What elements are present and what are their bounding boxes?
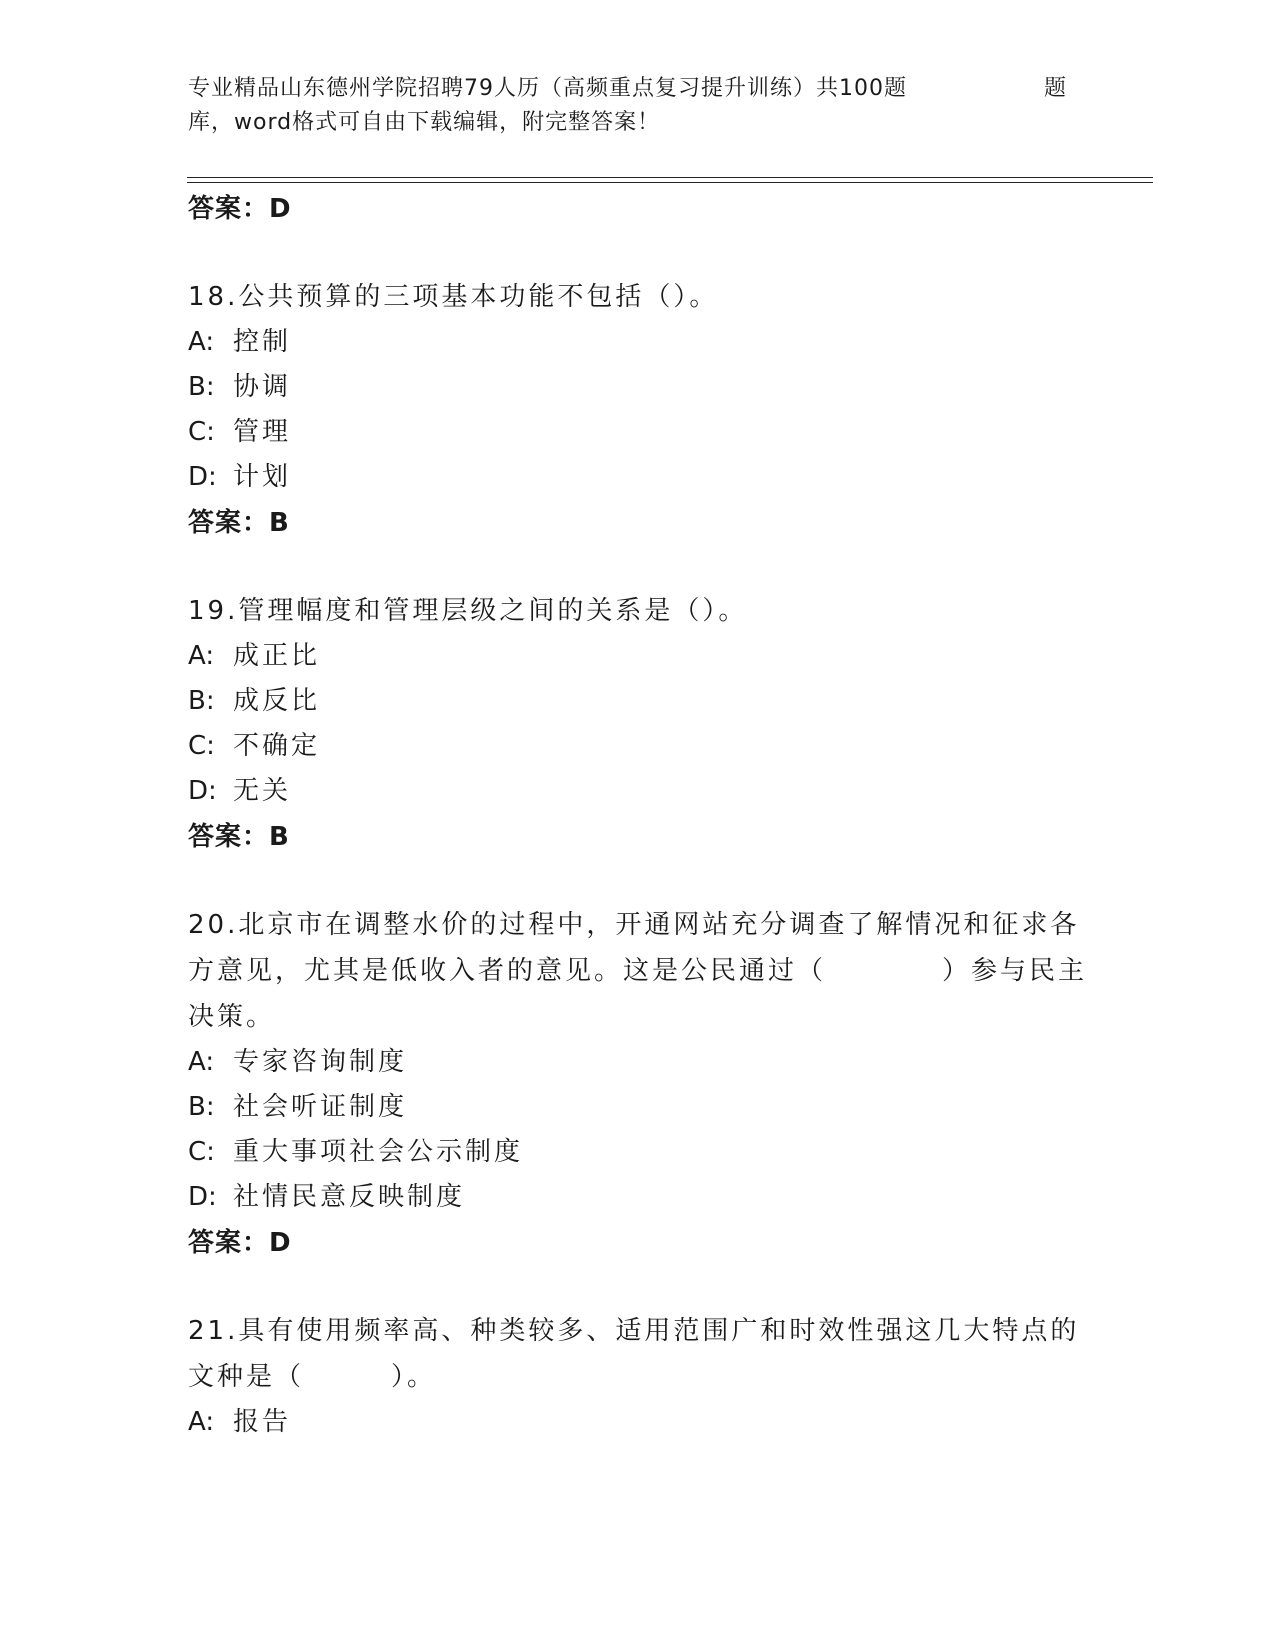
option-a [188,1040,1088,1085]
question-stem: 20.北京市在调整水价的过程中，开通网站充分调查了解情况和征求各方意见，尤其是低收入者的意见。这是公民通过（ ）参与民主决策。 [188,910,1088,1032]
option-text: 协调 [233,372,292,402]
option-letter: D: [188,776,217,806]
option-d [188,455,1088,500]
option-letter: A: [188,1407,215,1437]
option-letter: C: [188,417,215,447]
question-stem: 18.公共预算的三项基本功能不包括（）。 [188,282,719,312]
option-text: 重大事项社会公示制度 [233,1137,524,1167]
question-stem: 19.管理幅度和管理层级之间的关系是（）。 [188,596,748,626]
option-letter: D: [188,1182,217,1212]
answer-line: 答案：D [188,1228,292,1258]
option-text: 计划 [233,462,292,492]
option-text: 报告 [233,1407,292,1437]
answer-line: 答案：B [188,822,290,852]
option-b [188,679,1088,724]
option-text: 管理 [233,417,292,447]
header-title: 专业精品山东德州学院招聘79人历（高频重点复习提升训练）共100题 [188,76,907,101]
option-text: 不确定 [233,731,321,761]
option-text: 社会听证制度 [233,1092,408,1122]
option-letter: A: [188,327,215,357]
option-a [188,320,1088,365]
option-letter: A: [188,641,215,671]
option-letter: A: [188,1047,215,1077]
option-c [188,1130,1088,1175]
option-c [188,410,1088,455]
option-a [188,634,1088,679]
header-line-2: 库，word格式可自由下载编辑，附完整答案！ [188,110,661,135]
question-block [188,902,1088,1266]
option-text: 成正比 [233,641,321,671]
question-stem: 21.具有使用频率高、种类较多、适用范围广和时效性强这几大特点的文种是（ ）。 [188,1316,1080,1392]
option-text: 专家咨询制度 [233,1047,408,1077]
option-d [188,769,1088,814]
answer-line: 答案：B [188,508,290,538]
option-b [188,1085,1088,1130]
page-header [188,72,1068,140]
option-a [188,1400,1088,1445]
header-title-tail: 题 [1044,76,1068,101]
option-c [188,724,1088,769]
question-block [188,1308,1088,1445]
option-text: 控制 [233,327,292,357]
option-letter: B: [188,686,215,716]
header-divider-top [187,177,1153,178]
option-letter: D: [188,462,217,492]
question-block [188,588,1088,860]
option-letter: C: [188,731,215,761]
header-line-1 [188,72,1068,106]
answer-line: 答案：D [188,194,292,224]
option-letter: B: [188,1092,215,1122]
option-text: 成反比 [233,686,321,716]
option-text: 无关 [233,776,292,806]
option-text: 社情民意反映制度 [233,1182,466,1212]
document-body [188,186,1088,1445]
option-d [188,1175,1088,1220]
question-block [188,274,1088,546]
option-b [188,365,1088,410]
option-letter: B: [188,372,215,402]
option-letter: C: [188,1137,215,1167]
header-divider-bottom [187,182,1153,183]
